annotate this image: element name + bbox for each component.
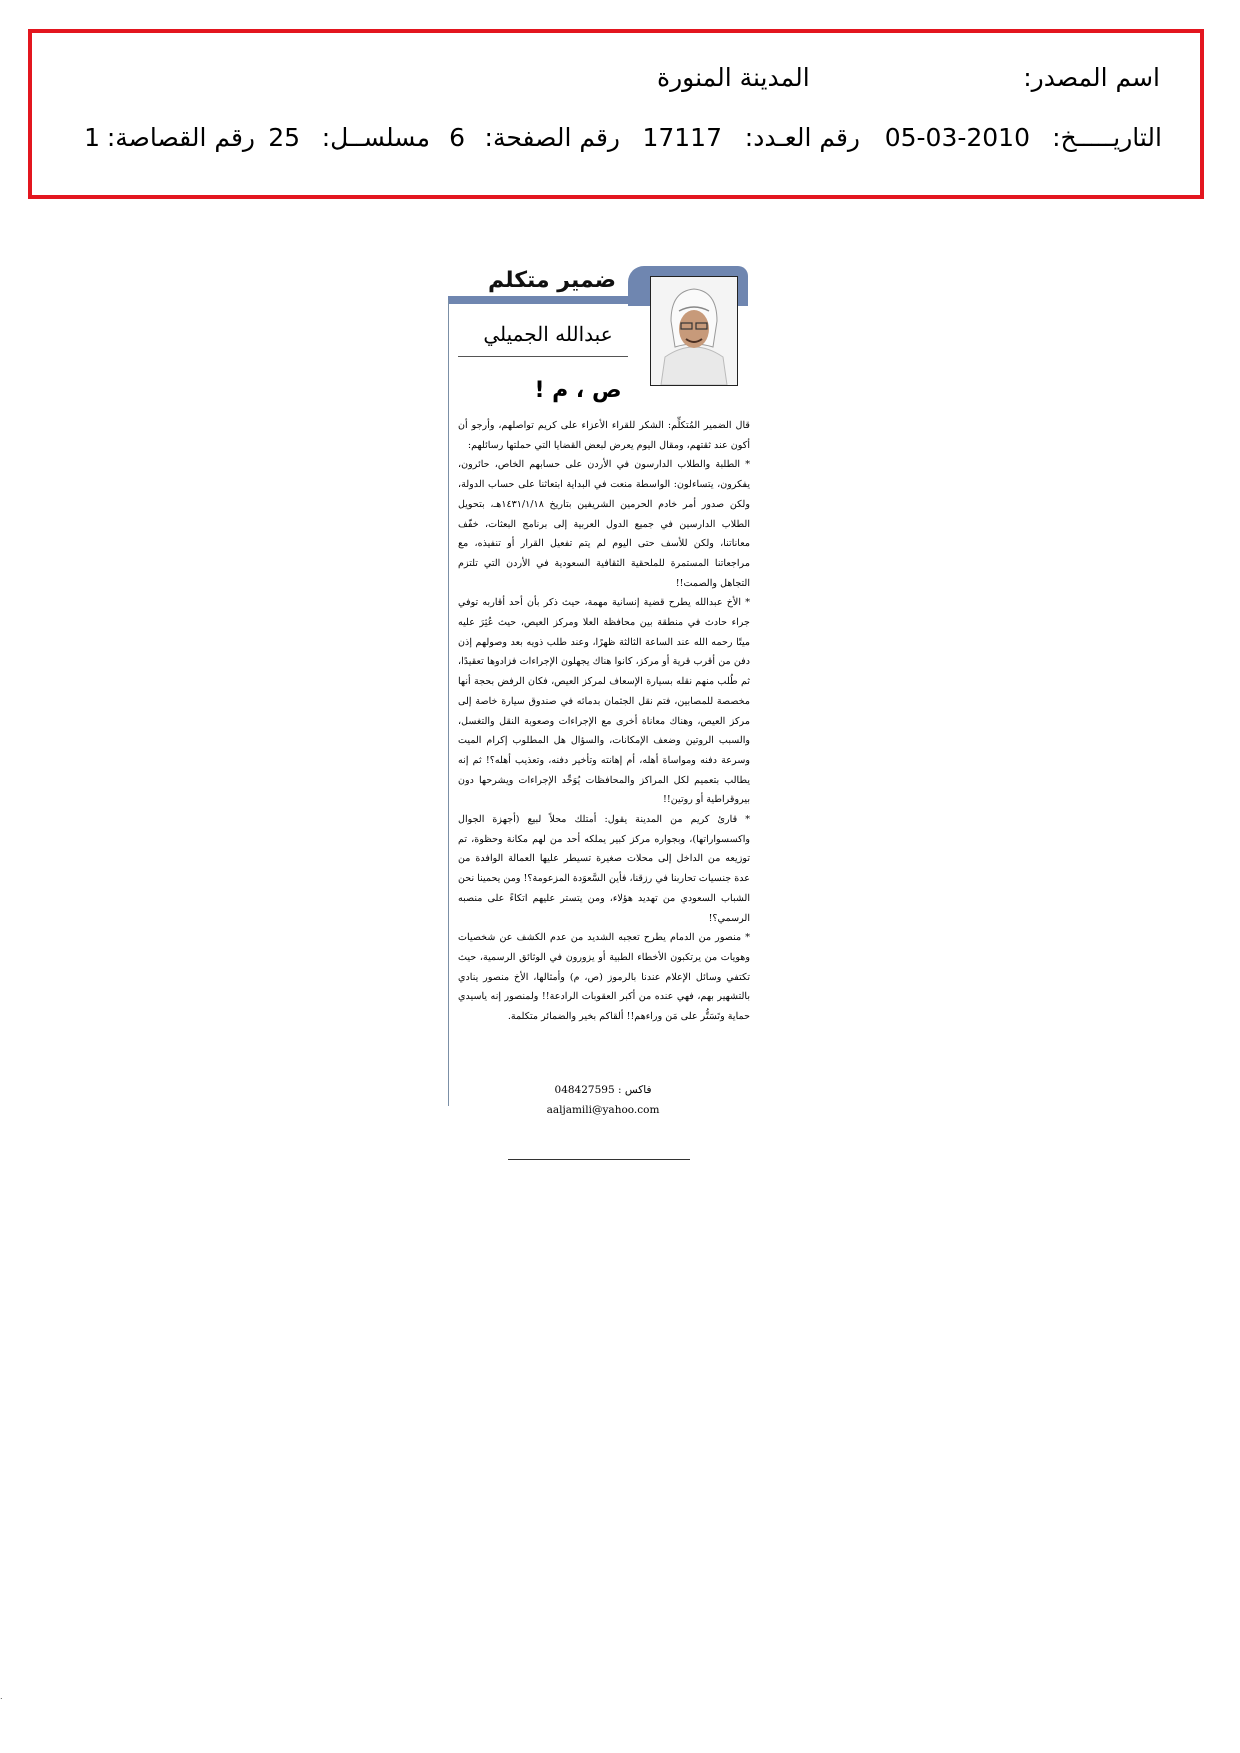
article-body: [458, 416, 750, 1027]
author-photo: [650, 276, 738, 386]
issue-value: 17117: [642, 123, 722, 152]
serial-label: مسلســل:: [321, 123, 430, 152]
author-portrait-icon: [651, 277, 737, 385]
page-value: 6: [449, 123, 465, 152]
email-address: aaljamili@yahoo.com: [546, 1104, 660, 1116]
column-header-bar: [448, 296, 644, 304]
source-value: المدينة المنورة: [657, 63, 810, 92]
page-label: رقم الصفحة:: [484, 123, 620, 152]
date-label: التاريـــــخ:: [1052, 123, 1162, 152]
paragraph: * منصور من الدمام يطرح تعجبه الشديد من عدم الكشف عن شخصيات وهويات من يرتكبون الأخطاء الطبية أو يزورون في الوثائق الرسمية، حيث تكتفي وسائل الإعلام عندنا بالرموز (ص، م) وأمثالها، الأخ منصور ينادي بالتشهير بهم، فهي عنده من أكبر العقوبات الرادعة!! ولمنصور إنه ياسيدي حماية وتَسَتُّر على مَن وراءهم!! ألقاكم بخير والضمائر متكلمة.: [458, 932, 750, 1023]
serial-value: 25: [268, 123, 300, 152]
article-clipping: [448, 266, 752, 1166]
metadata-box: [28, 29, 1204, 199]
end-rule: [508, 1159, 690, 1160]
paragraph: * الطلبة والطلاب الدارسون في الأردن على حسابهم الخاص، حائرون، يفكرون، يتساءلون: الواسطة منعت في البداية ابتعاثنا على حساب الدولة، ولكن صدور أمر خادم الحرمين الشريفين بتاريخ ١٤٣١/١/١٨هـ، بتحويل الطلاب الدارسين في جميع الدول العربية إلى برنامج البعثات، خفّف معاناتنا، ولكن للأسف حتى اليوم لم يتم تفعيل القرار أو تنفيذه، مع مراجعاتنا المستمرة للملحقية الثقافية السعودية في الأردن التي تلتزم التجاهل والصمت!!: [458, 459, 750, 589]
date-value: 05-03-2010: [884, 123, 1030, 152]
clip-number-label: رقم القصاصة:: [106, 123, 255, 152]
issue-label: رقم العـدد:: [744, 123, 860, 152]
paragraph: * الأخ عبدالله يطرح قضية إنسانية مهمة، حيث ذكر بأن أحد أقاربه توفي جراء حادث في منطقة بين محافظة العلا ومركز العيص، حيث عُثِرَ عليه ميتًا رحمه الله عند الساعة الثالثة ظهرًا، وعند طلب ذويه بعد وصولهم إذن دفن من أقرب قرية أو مركز، كانوا هناك يجهلون الإجراءات فزادوها تعقيدًا، ثم طُلب منهم نقله بسيارة الإسعاف لمركز العيص، فكان الرفض بحجة أنها مخصصة للمصابين، فتم نقل الجثمان بدمائه في صندوق سيارة خاصة إلى مركز العيص، وهناك معاناة أخرى مع الإجراءات وصعوبة النقل والتغسل، والسبب الروتين وضعف الإمكانات، والسؤال هل المطلوب إكرام الميت وسرعة دفنه ومواساة أهله، أم إهانته وتأخير دفنه، وتعذيب أهله؟! ثم إنه يطالب بتعميم لكل المراكز والمحافظات يُوَحِّد الإجراءات ويشرحها دون بيروقراطية أو روتين!!: [458, 597, 750, 806]
paragraph: * قارئ كريم من المدينة يقول: أمتلك محلاً لبيع (أجهزة الجوال واكسسواراتها)، وبجواره مركز كبير يملكه أحد من لهم مكانة وحظوة، تم توزيعه من الداخل إلى محلات صغيرة تسيطر عليها العمالة الوافدة من عدة جنسيات تحاربنا في رزقنا، فأين السَّعوَدة المزعومة؟! ومن يحمينا نحن الشباب السعودي من تهديد هؤلاء، ومن يتستر عليهم اتكاءً على منصبه الرسمي؟!: [458, 814, 750, 924]
paragraph: قال الضمير المُتكلِّم: الشكر للقراء الأعزاء على كريم تواصلهم، وأرجو أن أكون عند ثقتهم، ومقال اليوم يعرض لبعض القضايا التي حملتها رسائلهم:: [458, 420, 750, 451]
source-label: اسم المصدر:: [1023, 63, 1160, 92]
article-headline: ص ، م !: [534, 378, 622, 403]
scan-speck: .: [0, 1692, 3, 1701]
column-name: ضمير متكلم: [488, 268, 616, 293]
author-underline: [458, 356, 628, 357]
column-left-rule: [448, 300, 449, 1106]
clip-number-value: 1: [84, 123, 100, 152]
author-name: عبدالله الجميلي: [483, 322, 613, 346]
fax-number: فاكس : 048427595: [554, 1084, 652, 1096]
